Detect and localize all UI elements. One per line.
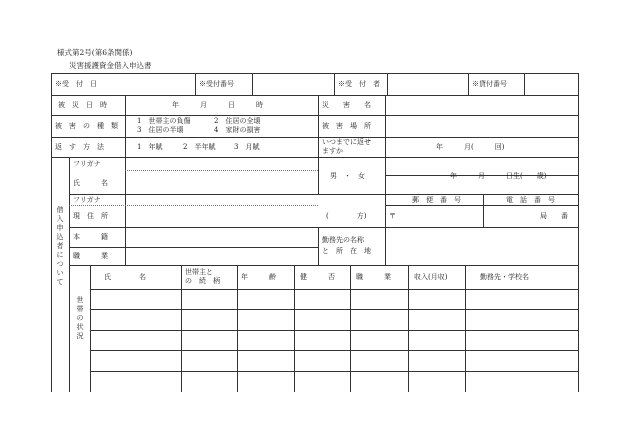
receipt-date-label: ※受 付 日 [55,80,97,88]
gender-label: 男 ・ 女 [330,172,365,180]
form-title: 災害援護資金借入申込書 [69,61,152,70]
furigana-label-1: フリガナ [73,160,101,168]
household-col-workplace: 勤務先・学校名 [480,273,529,281]
disaster-name-label: 災 害 名 [322,101,371,109]
disaster-date-value: 年 月 日 時 [172,101,263,109]
repayment-option-1: 1 年賦 [137,143,163,151]
household-col-relation-1: 世帯主と [185,268,213,276]
domicile-label: 本 籍 [73,233,108,241]
disaster-date-label: 被 災 日 時 [58,101,107,109]
birth-date-label: 年 月 日生( 歳) [450,172,547,180]
postal-code-label: 郵 便 番 号 [412,196,461,204]
household-col-relation-2: の 続 柄 [185,277,220,285]
repayment-option-3: 3 月賦 [234,143,260,151]
repay-until-label-1: いつまでに返せ [322,138,371,146]
occupation-label: 職 業 [73,252,108,260]
furigana-label-2: フリガナ [73,196,101,204]
phone-bureau-label: 局 番 [540,212,568,220]
household-side-label: 世帯の状況 [76,296,84,340]
household-col-income: 収入(月収) [414,273,448,281]
address-label: 現 住 所 [73,212,108,220]
repay-until-value: 年 月( 回) [436,143,505,151]
phone-label: 電 話 番 号 [506,196,555,204]
household-col-health: 健 否 [300,273,335,281]
loan-number-label: ※貸付番号 [472,80,507,88]
name-label: 氏 名 [73,179,108,187]
address-care-of: ( 方) [326,212,367,220]
repayment-option-2: 2 半年賦 [183,143,216,151]
damage-type-label: 被 害 の 種 類 [55,122,118,130]
household-col-occupation: 職 業 [356,273,391,281]
damage-place-label: 被 害 場 所 [322,122,371,130]
household-col-age: 年 齢 [241,273,276,281]
damage-option-1: 1 世帯主の負傷 [137,117,191,125]
workplace-label-1: 勤務先の名称 [322,236,364,244]
damage-option-3: 3 住居の半壊 [137,126,184,134]
receiver-label: ※受 付 者 [338,80,380,88]
postal-mark: 〒 [389,212,396,220]
workplace-label-2: と 所 在 地 [322,247,371,255]
receipt-number-label: ※受付番号 [199,80,234,88]
repay-until-label-2: ますか [322,147,343,155]
repayment-method-label: 返 す 方 法 [55,143,104,151]
applicant-side-label: 借入申込者について [56,206,64,286]
form-number: 様式第2号(第6条関係) [57,48,133,57]
damage-option-4: 4 家財の損害 [214,126,261,134]
household-col-name: 氏 名 [104,273,146,281]
damage-option-2: 2 住居の全壊 [214,117,261,125]
